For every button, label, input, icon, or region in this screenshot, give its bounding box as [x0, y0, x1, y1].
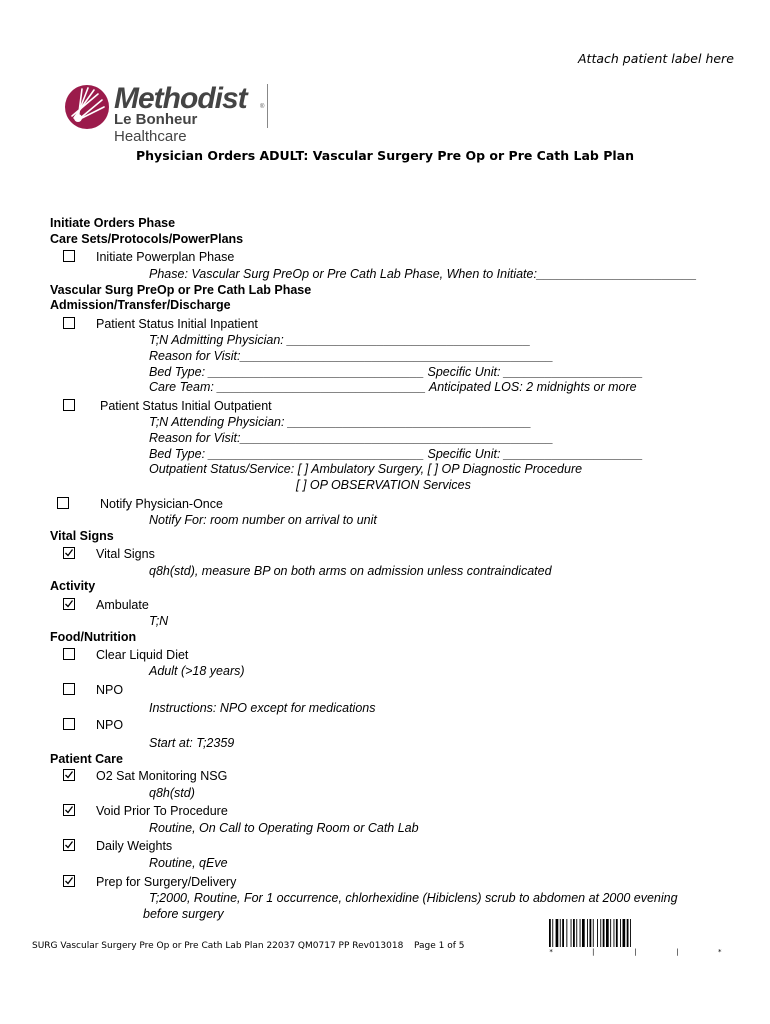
- order-detail: Outpatient Status/Service: [ ] Ambulatory Surgery, [ ] OP Diagnostic Procedure: [149, 462, 583, 476]
- barcode-bar: [556, 919, 559, 947]
- checkbox[interactable]: [63, 648, 75, 660]
- order-item: Patient Status Initial Inpatient: [96, 317, 258, 331]
- order-item: Ambulate: [96, 598, 149, 612]
- starburst-icon: [64, 84, 110, 130]
- order-item: Prep for Surgery/Delivery: [96, 875, 237, 889]
- barcode-bar: [560, 919, 561, 947]
- order-item: O2 Sat Monitoring NSG: [96, 769, 228, 783]
- checkbox[interactable]: [63, 250, 75, 262]
- barcode-bar: [566, 919, 567, 947]
- order-detail: Instructions: NPO except for medications: [149, 701, 376, 715]
- methodist-logo: [64, 82, 274, 145]
- check-icon: [64, 805, 74, 815]
- barcode-bar: [590, 919, 592, 947]
- order-item: NPO: [96, 718, 124, 732]
- checkbox-checked[interactable]: [63, 769, 75, 781]
- barcode-bar: [571, 919, 572, 947]
- barcode-bar: [600, 919, 601, 947]
- logo-subtitle: [114, 111, 274, 145]
- checkbox-checked[interactable]: [63, 875, 75, 887]
- order-item: Clear Liquid Diet: [96, 648, 189, 662]
- section-header: Activity: [50, 579, 96, 593]
- order-detail: Routine, On Call to Operating Room or Cath Lab: [149, 821, 419, 835]
- order-detail: T;2000, Routine, For 1 occurrence, chlorhexidine (Hibiclens) scrub to abdomen at 2000 evening: [149, 891, 678, 905]
- order-item: NPO: [96, 683, 124, 697]
- barcode-bar: [627, 919, 629, 947]
- logo-trademark: ®: [260, 104, 265, 110]
- logo-divider: [267, 84, 268, 128]
- checkbox[interactable]: [57, 497, 69, 509]
- barcode-icon: [549, 919, 649, 947]
- barcode-caption: * | | | *: [549, 948, 722, 956]
- barcode-bar: [623, 919, 626, 947]
- barcode-bar: [606, 919, 609, 947]
- section-header: Food/Nutrition: [50, 630, 137, 644]
- checkbox[interactable]: [63, 317, 75, 329]
- checkbox[interactable]: [63, 718, 75, 730]
- page-number: Page 1 of 5: [414, 941, 465, 951]
- barcode-bar: [552, 919, 553, 947]
- checkbox[interactable]: [63, 683, 75, 695]
- logo-subtitle-bold: Le Bonheur: [114, 111, 198, 128]
- check-icon: [64, 599, 74, 609]
- barcode-bar: [630, 919, 631, 947]
- section-header: Initiate Orders Phase: [50, 216, 176, 230]
- barcode-bar: [603, 919, 605, 947]
- section-header: Vascular Surg PreOp or Pre Cath Lab Phase: [50, 283, 312, 297]
- checkbox-checked[interactable]: [63, 598, 75, 610]
- order-detail: Bed Type: _______________________________ Specific Unit: ____________________: [149, 365, 643, 379]
- order-detail: [ ] OP OBSERVATION Services: [296, 478, 471, 492]
- check-icon: [64, 548, 74, 558]
- order-detail: Reason for Visit:_____________________________________________: [149, 431, 554, 445]
- check-icon: [64, 770, 74, 780]
- barcode-bar: [573, 919, 575, 947]
- order-detail: Care Team: ______________________________ Anticipated LOS: 2 midnights or more: [149, 380, 637, 394]
- barcode-bar: [582, 919, 585, 947]
- section-header: Admission/Transfer/Discharge: [50, 298, 231, 312]
- barcode-bar: [549, 919, 551, 947]
- page-title: Physician Orders ADULT: Vascular Surgery Pre Op or Pre Cath Lab Plan: [136, 148, 634, 163]
- check-icon: [64, 840, 74, 850]
- order-detail: Adult (>18 years): [149, 664, 245, 678]
- order-detail: T;N Admitting Physician: ___________________________________: [149, 333, 531, 347]
- barcode-bar: [597, 919, 598, 947]
- order-detail: Bed Type: _______________________________ Specific Unit: ____________________: [149, 447, 643, 461]
- section-header: Care Sets/Protocols/PowerPlans: [50, 232, 244, 246]
- order-detail: q8h(std): [149, 786, 195, 800]
- barcode-bar: [593, 919, 594, 947]
- order-item: Initiate Powerplan Phase: [96, 250, 235, 264]
- checkbox-checked[interactable]: [63, 804, 75, 816]
- checkbox-checked[interactable]: [63, 839, 75, 851]
- order-detail: Notify For: room number on arrival to unit: [149, 513, 377, 527]
- barcode-bar: [587, 919, 588, 947]
- order-detail: q8h(std), measure BP on both arms on admission unless contraindicated: [149, 564, 552, 578]
- order-item: Vital Signs: [96, 547, 155, 561]
- order-item: Void Prior To Procedure: [96, 804, 228, 818]
- checkbox-checked[interactable]: [63, 547, 75, 559]
- order-detail: T;N: [149, 614, 169, 628]
- checkbox[interactable]: [63, 399, 75, 411]
- order-detail: Reason for Visit:_____________________________________________: [149, 349, 554, 363]
- patient-label-note: Attach patient label here: [578, 51, 734, 66]
- barcode-bar: [562, 919, 564, 947]
- logo-subtitle-rest: Healthcare: [114, 128, 187, 145]
- barcode-bar: [576, 919, 577, 947]
- barcode-bar: [580, 919, 581, 947]
- section-header: Patient Care: [50, 752, 123, 766]
- barcode-bar: [610, 919, 611, 947]
- section-header: Vital Signs: [50, 529, 114, 543]
- order-item: Daily Weights: [96, 839, 173, 853]
- order-detail: Routine, qEve: [149, 856, 228, 870]
- order-detail: before surgery: [143, 907, 224, 921]
- barcode-bar: [620, 919, 621, 947]
- logo-wordmark: Methodist: [114, 82, 247, 115]
- barcode-bar: [616, 919, 618, 947]
- order-item: Patient Status Initial Outpatient: [100, 399, 272, 413]
- form-id: SURG Vascular Surgery Pre Op or Pre Cath Lab Plan 22037 QM0717 PP Rev013018: [32, 941, 404, 951]
- check-icon: [64, 876, 74, 886]
- order-detail: T;N Attending Physician: ___________________________________: [149, 415, 532, 429]
- order-detail: Start at: T;2359: [149, 736, 235, 750]
- order-item: Notify Physician-Once: [100, 497, 223, 511]
- barcode-bar: [614, 919, 615, 947]
- order-detail: Phase: Vascular Surg PreOp or Pre Cath Lab Phase, When to Initiate:_______________________: [149, 267, 697, 281]
